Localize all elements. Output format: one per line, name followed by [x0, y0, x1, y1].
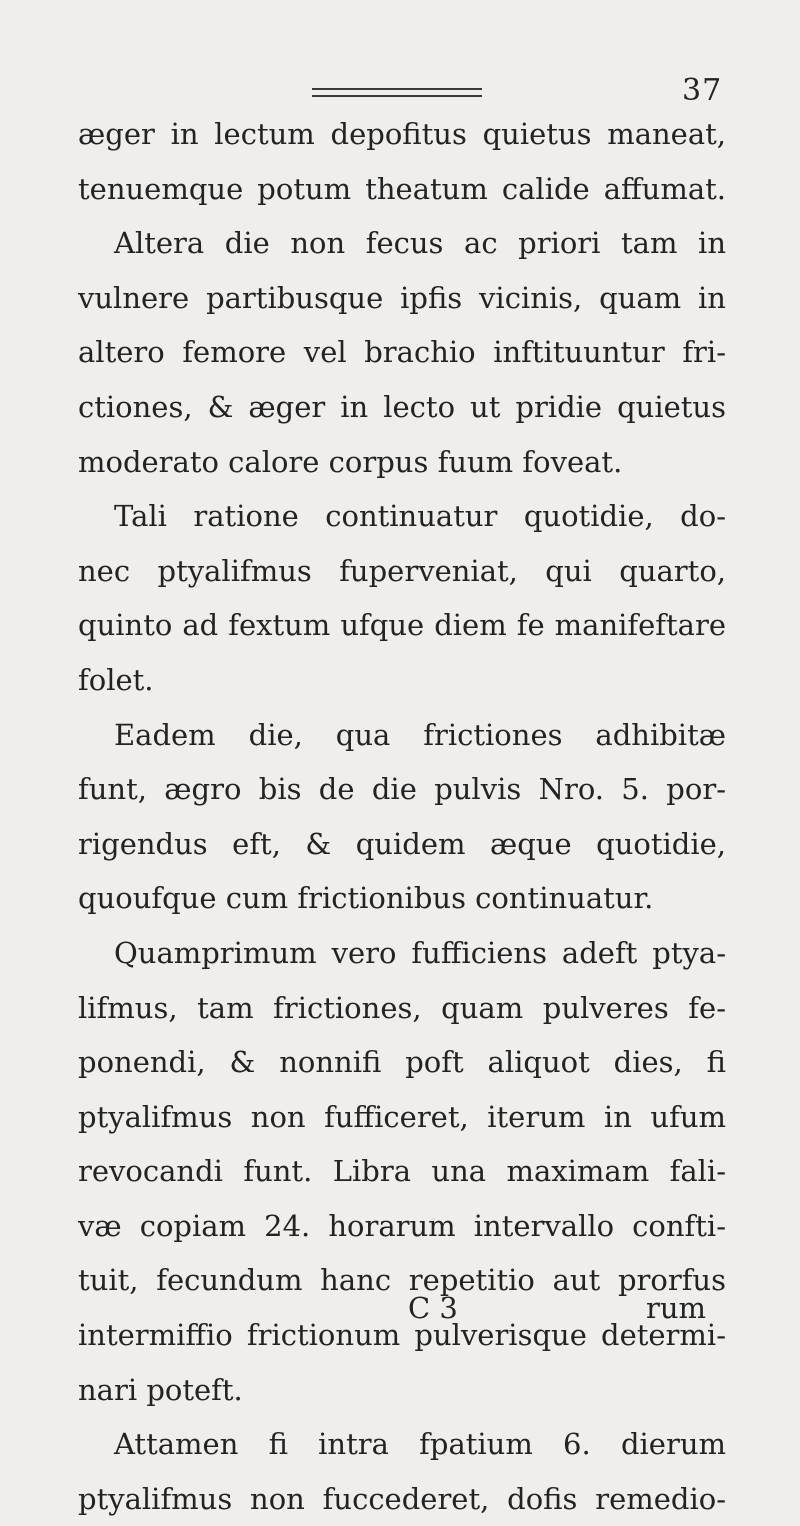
header-rule-bottom [312, 95, 482, 97]
signature-mark: C 3 [408, 1291, 458, 1325]
text-line: nari poteft. [78, 1372, 243, 1407]
text-line: quoufque cum frictionibus continuatur. [78, 881, 654, 916]
text-line: ponendi, & nonnifi poft aliquot dies, fi [78, 1045, 726, 1080]
text-line: æger in lectum depofitus quietus maneat, [78, 117, 726, 151]
text-line: nec ptyalifmus fuperveniat, qui quarto, [78, 553, 726, 588]
text-line: quinto ad fextum ufque diem fe manifeftare [78, 608, 726, 643]
text-line: revocandi funt. Libra una maximam fali- [78, 1154, 726, 1189]
page-number: 37 [682, 73, 723, 108]
catchword: rum [645, 1291, 706, 1325]
text-line: Attamen fi intra fpatium 6. dierum [114, 1427, 726, 1462]
text-line: altero femore vel brachio inftituuntur fri- [78, 335, 726, 370]
text-line: Quamprimum vero fufficiens adeft ptya- [114, 935, 726, 970]
text-line: tuit, fecundum hanc repetitio aut prorfus [78, 1263, 726, 1298]
text-line: ctiones, & æger in lecto ut pridie quietus [78, 389, 726, 424]
text-line: Eadem die, qua frictiones adhibitæ [114, 717, 726, 752]
text-line: Tali ratione continuatur quotidie, do- [114, 499, 726, 534]
text-line: intermiffio frictionum pulverisque determi- [78, 1318, 726, 1353]
text-line: funt, ægro bis de die pulvis Nro. 5. por- [78, 772, 726, 807]
page-footer [78, 1288, 726, 1328]
header-rule-top [312, 88, 482, 90]
text-line: lifmus, tam frictiones, quam pulveres fe- [78, 990, 726, 1025]
text-line: Altera die non fecus ac priori tam in [114, 226, 726, 261]
text-line: rigendus eft, & quidem æque quotidie, [78, 826, 726, 861]
text-line: ptyalifmus non fufficeret, iterum in ufum [78, 1099, 726, 1134]
text-line: væ copiam 24. horarum intervallo confti- [78, 1208, 726, 1243]
text-line: ptyalifmus non fuccederet, dofis remedio- [78, 1481, 726, 1516]
text-line: folet. [78, 662, 154, 697]
text-line: vulnere partibusque ipfis vicinis, quam in [78, 280, 726, 315]
text-line: tenuemque potum theatum calide affumat. [78, 171, 726, 206]
text-line: moderato calore corpus fuum foveat. [78, 444, 623, 479]
